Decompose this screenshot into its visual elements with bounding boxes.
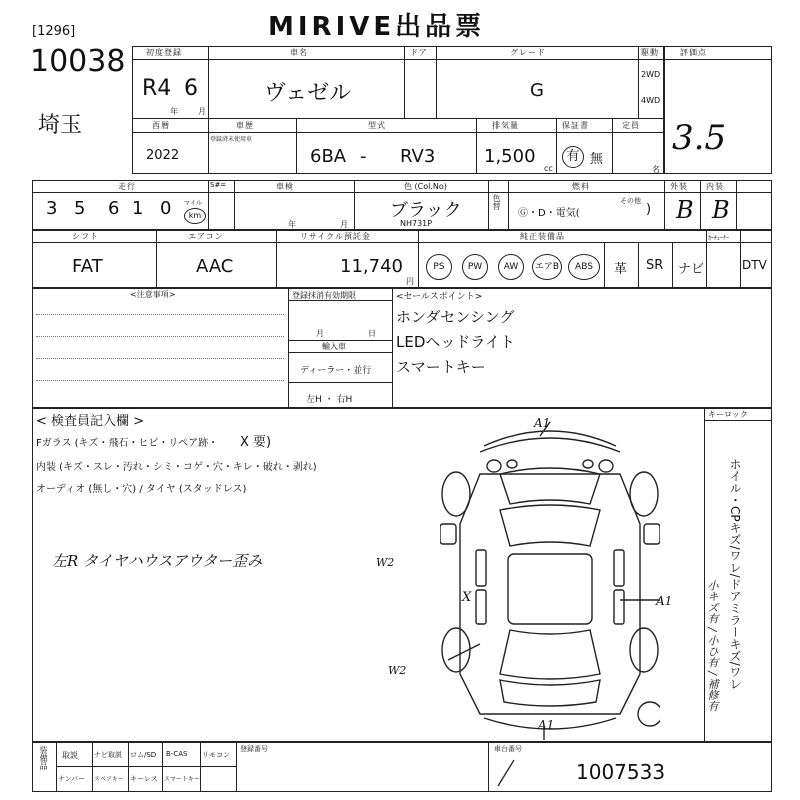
lot-bracket: [1296]: [32, 24, 76, 39]
grade-label: グレード: [510, 48, 546, 57]
warranty-no: 無: [590, 152, 604, 167]
car-damage-diagram: [440, 414, 660, 740]
sn-label: S#=: [210, 181, 227, 189]
reg-expiry-label: 登録抹消有効期限: [292, 291, 356, 300]
grade: G: [530, 80, 544, 101]
damage-mark-a1-rear: A1: [538, 718, 555, 732]
history-label: 車歴: [236, 121, 254, 130]
reg-number-label: 登録番号: [240, 745, 268, 753]
first-reg-label: 初度登録: [146, 48, 182, 57]
month-unit: 月: [198, 107, 207, 116]
drive-label: 駆動: [641, 48, 659, 57]
vehicle-info-frame: [132, 46, 664, 174]
equip-navi: ナビ: [678, 262, 705, 277]
reg-day-unit: 日: [368, 329, 377, 338]
shift: FAT: [72, 256, 103, 277]
interior-grade: B: [712, 196, 730, 224]
equip-leather: 革: [614, 262, 628, 277]
model-label: 型式: [368, 121, 386, 130]
shaken-year: 年: [288, 220, 297, 229]
fuel-other: その他: [620, 197, 641, 205]
mileage-d4: 0: [160, 198, 172, 219]
audio-line: オーディオ (無し・穴) / タイヤ (スタッドレス): [36, 484, 247, 495]
fuel-label: 燃料: [572, 182, 590, 191]
chassis-number: 1007533: [576, 760, 666, 784]
damage-mark-a1-front: A1: [534, 416, 551, 430]
damage-mark-w2-left: W2: [376, 556, 395, 569]
model-code: RV3: [400, 146, 436, 167]
mileage-d1: 5: [74, 198, 86, 219]
damage-side-text: ホイル・CPキズ/ワレ/ドアミラーキズ/ワレ: [728, 458, 742, 690]
damage-mark-a1-right: A1: [656, 594, 673, 608]
mileage-d3: 1: [132, 198, 144, 219]
handwritten-note: 左R タイヤハウスアウター歪み: [52, 552, 263, 570]
handle-label: 左H ・ 右H: [306, 395, 353, 405]
equip-label: 純正装備品: [520, 232, 565, 241]
ac-label: エアコン: [188, 232, 224, 241]
damage-mark-w2-rear: W2: [388, 664, 407, 677]
car-name: ヴェゼル: [264, 81, 352, 106]
year-unit: 年: [170, 107, 179, 116]
reg-month: 6: [184, 76, 198, 101]
inspector-title: < 検査員記入欄 >: [36, 414, 145, 429]
model-prefix: 6BA: [310, 146, 347, 167]
bottom-side-label: 装備品: [39, 746, 48, 770]
equip-ps: PS: [426, 254, 452, 280]
item-spare-key: スペアキー: [94, 776, 124, 783]
caution-label: <注意事項>: [130, 290, 176, 299]
damage-side-marks: 小キズ有 / 小ひ有 / 補修有: [706, 580, 719, 712]
shift-label: シフト: [72, 232, 99, 241]
warranty-yes: 有: [562, 146, 584, 168]
car-name-label: 車名: [290, 48, 308, 57]
model-dash: -: [360, 146, 367, 167]
keylock-label: キーロック: [708, 410, 748, 419]
color-label: 色 (Col.No): [404, 182, 447, 191]
color-change-label: 色替: [492, 194, 501, 210]
lot-number: 10038: [30, 44, 126, 79]
displacement: 1,500: [484, 146, 536, 167]
ac: AAC: [196, 256, 234, 277]
mile-unit: マイル: [184, 200, 202, 207]
exterior-label: 外装: [670, 182, 688, 191]
drive-2wd: 2WD: [641, 70, 661, 79]
cc-unit: cc: [544, 164, 553, 173]
mileage-label: 走行: [118, 182, 136, 191]
damage-mark-x: X: [462, 590, 472, 605]
equip-sr: SR: [646, 258, 664, 273]
prefecture: 埼玉: [38, 113, 83, 138]
sales-point-2: LEDヘッドライト: [396, 333, 515, 351]
year-label: 西暦: [152, 121, 170, 130]
shaken-month: 月: [340, 220, 349, 229]
item-remote: リモコン: [202, 751, 230, 759]
chassis-slash: [494, 756, 518, 788]
item-manual: 取説: [62, 751, 78, 760]
form-title: MIRIVE出品票: [268, 12, 486, 42]
glass-line: Fガラス (キズ・飛石・ヒビ・リペア跡・: [36, 438, 219, 449]
mileage-d0: 3: [46, 198, 58, 219]
color-code: NH731P: [400, 219, 433, 228]
warranty-label: 保証書: [562, 121, 589, 130]
score-label: 評価点: [680, 48, 707, 57]
interior-line: 内装 (キズ・スレ・汚れ・シミ・コゲ・穴・キレ・破れ・剥れ): [36, 462, 317, 473]
item-smart-key: スマートキー: [164, 776, 200, 783]
fuel-close: ): [646, 202, 652, 217]
item-navi-manual: ナビ取説: [94, 751, 122, 759]
year: 2022: [146, 148, 180, 163]
reg-month-unit: 月: [316, 329, 325, 338]
capacity-label: 定員: [622, 121, 640, 130]
item-keyless: キーレス: [130, 775, 158, 783]
equip-pw: PW: [462, 254, 488, 280]
equip-dtv: DTV: [742, 258, 767, 272]
car-tuner-label: ｶｰﾁｭｰﾅｰ: [708, 235, 730, 242]
history-note: 登録済未使用車: [210, 136, 253, 143]
door-label: ドア: [410, 48, 428, 57]
import-label: 輸入車: [322, 342, 346, 351]
mileage-d2: 6: [108, 198, 120, 219]
item-plate: ナンバー: [58, 775, 86, 783]
sales-point-3: スマートキー: [396, 358, 486, 376]
dealer-label: ディーラー・並行: [300, 366, 372, 376]
chassis-label: 車台番号: [494, 745, 522, 753]
color: ブラック: [390, 200, 462, 221]
sales-label: <セールスポイント>: [396, 292, 483, 302]
km-unit: km: [184, 208, 206, 224]
drive-4wd: 4WD: [641, 96, 661, 105]
equip-airbag: エアB: [532, 254, 562, 280]
item-rom-sd: ロム/SD: [130, 751, 157, 759]
interior-label: 内装: [706, 182, 724, 191]
exterior-grade: B: [676, 196, 694, 224]
fuel-options: Ⓖ・D・電気(: [518, 208, 580, 219]
sales-point-1: ホンダセンシング: [396, 308, 515, 326]
recycle-amount: 11,740: [340, 256, 403, 277]
displacement-label: 排気量: [492, 121, 519, 130]
person-unit: 名: [652, 165, 661, 174]
score-value: 3.5: [672, 118, 727, 158]
shaken-label: 車検: [276, 182, 294, 191]
recycle-label: リサイクル預託金: [300, 232, 371, 241]
equip-abs: ABS: [568, 254, 600, 280]
yen-unit: 円: [406, 277, 415, 286]
equip-aw: AW: [498, 254, 524, 280]
era: R4: [142, 76, 172, 101]
glass-mark: X 要): [240, 435, 272, 450]
item-bcas: B-CAS: [166, 750, 188, 758]
